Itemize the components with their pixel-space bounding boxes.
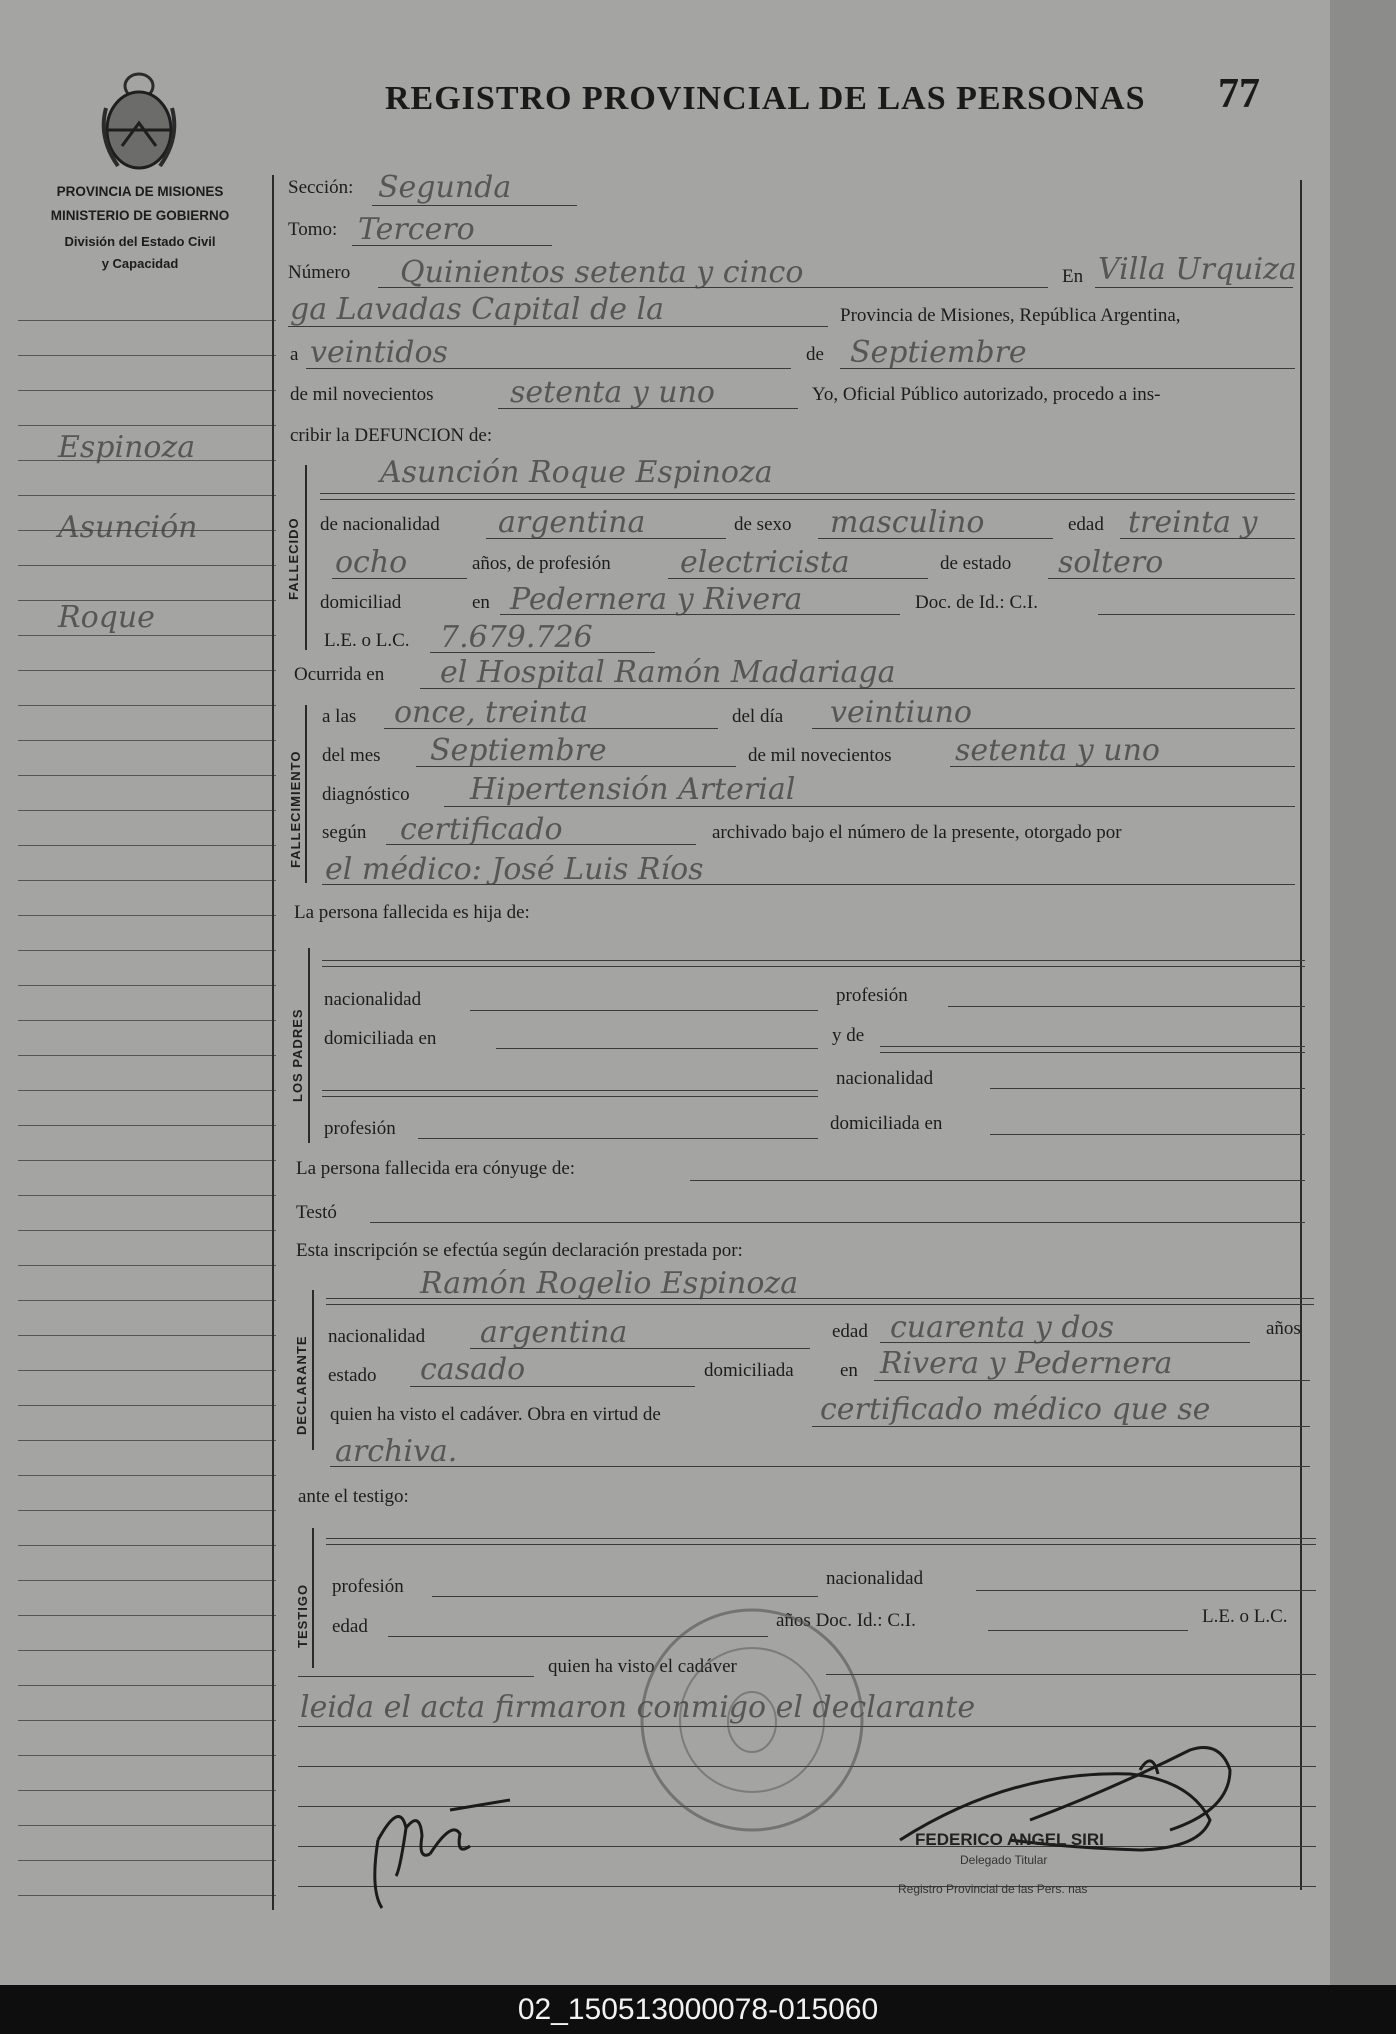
testigo-edad-label: edad <box>332 1616 368 1637</box>
page-title: REGISTRO PROVINCIAL DE LAS PERSONAS <box>385 80 1146 117</box>
madre-domiciliada-label: domiciliada en <box>830 1113 943 1134</box>
numero-label: Número <box>288 262 351 283</box>
inscripcion-label: Esta inscripción se efectúa según declaración prestada por: <box>296 1240 743 1261</box>
declarante-quien-label: quien ha visto el cadáver. Obra en virtud de <box>330 1404 661 1425</box>
edad-value: treinta y <box>1128 505 1258 540</box>
fallecido-bracket <box>305 465 307 650</box>
anio-muerte-value: setenta y uno <box>955 733 1160 768</box>
ministry-label: MINISTERIO DE GOBIERNO <box>50 208 230 223</box>
domicilio-value: Pedernera y Rivera <box>510 582 803 617</box>
mes-muerte-value: Septiembre <box>430 733 607 768</box>
en-label: En <box>1062 266 1084 287</box>
en-dom-label: en <box>472 592 490 613</box>
diagnostico-label: diagnóstico <box>322 784 410 805</box>
segun-label: según <box>322 822 367 843</box>
ocurrida-value: el Hospital Ramón Madariaga <box>440 655 896 690</box>
yo-oficial-label: Yo, Oficial Público autorizado, procedo a ins- <box>812 384 1161 405</box>
fallecimiento-label: FALLECIMIENTO <box>288 750 303 868</box>
archive-id: 02_150513000078-015060 <box>0 1985 1396 2034</box>
lugar-value: ga Lavadas Capital de la <box>290 292 664 327</box>
cribir-label: cribir la DEFUNCION de: <box>290 425 493 446</box>
de-mil2-label: de mil novecientos <box>748 745 892 766</box>
declarante-edad-label: edad <box>832 1321 868 1342</box>
declarante-label: DECLARANTE <box>294 1335 309 1435</box>
del-dia-label: del día <box>732 706 784 727</box>
dia-muerte-value: veintiuno <box>830 695 972 730</box>
page-edge <box>1330 0 1396 1985</box>
declarante-domicilio-value: Rivera y Pedernera <box>880 1346 1173 1381</box>
declarante-domiciliada-label: domiciliada <box>704 1360 794 1381</box>
padre-profesion-label: profesión <box>836 985 908 1006</box>
declarante-edad-value: cuarenta y dos <box>890 1310 1115 1345</box>
declarante-obra-value: certificado médico que se <box>820 1392 1211 1427</box>
nacionalidad-label: de nacionalidad <box>320 514 440 535</box>
declarant-signature <box>360 1780 520 1910</box>
margin-surname: Espinoza <box>58 430 196 465</box>
signature-role: Delegado Titular <box>960 1853 1048 1867</box>
a-las-label: a las <box>322 706 357 727</box>
testigo-anos-doc-label: años Doc. Id.: C.I. <box>776 1610 916 1631</box>
testo-label: Testó <box>296 1202 337 1223</box>
segun-value: certificado <box>400 812 563 847</box>
anio-value: setenta y uno <box>510 375 715 410</box>
diagnostico-value: Hipertensión Arterial <box>470 772 796 807</box>
madre-profesion-label: profesión <box>324 1118 396 1139</box>
domiciliado-label: domiciliad <box>320 592 402 613</box>
ante-testigo-label: ante el testigo: <box>298 1486 409 1507</box>
provincia-label: Provincia de Misiones, República Argentina, <box>840 305 1181 326</box>
le-label: L.E. o L.C. <box>324 630 410 651</box>
seccion-value: Segunda <box>378 170 512 205</box>
declarante-bracket <box>312 1290 314 1450</box>
margin-firstname: Asunción <box>58 510 198 545</box>
madre-yde-label: y de <box>832 1025 865 1046</box>
official-seal <box>636 1604 868 1836</box>
hija-de-label: La persona fallecida es hija de: <box>294 902 530 923</box>
declarante-nacionalidad-label: nacionalidad <box>328 1326 426 1347</box>
testigo-bracket <box>312 1528 314 1668</box>
estado-value: soltero <box>1058 545 1164 580</box>
profesion-label: años, de profesión <box>472 553 611 574</box>
acta-nota: leida el acta firmaron conmigo el declarante <box>300 1690 976 1725</box>
dia-value: veintidos <box>310 335 448 370</box>
testigo-nacionalidad-label: nacionalidad <box>826 1568 924 1589</box>
declarante-obra2-value: archiva. <box>335 1434 458 1469</box>
declarante-estado-value: casado <box>420 1352 526 1387</box>
sexo-label: de sexo <box>734 514 792 535</box>
doc-label: Doc. de Id.: C.I. <box>915 592 1038 613</box>
padre-domiciliada-label: domiciliada en <box>324 1028 437 1049</box>
conyuge-label: La persona fallecida era cónyuge de: <box>296 1158 576 1179</box>
padre-nacionalidad-label: nacionalidad <box>324 989 422 1010</box>
madre-nacionalidad-label: nacionalidad <box>836 1068 934 1089</box>
edad2-value: ocho <box>335 545 408 580</box>
padres-label: LOS PADRES <box>290 1008 305 1102</box>
signature-name: FEDERICO ANGEL SIRI <box>915 1830 1104 1849</box>
testigo-quien-label: quien ha visto el cadáver <box>548 1656 737 1677</box>
capacity-label: y Capacidad <box>101 256 179 271</box>
sexo-value: masculino <box>830 505 985 540</box>
fallecimiento-bracket <box>305 705 307 883</box>
testigo-le-label: L.E. o L.C. <box>1202 1606 1288 1627</box>
declarante-nacionalidad-value: argentina <box>480 1315 628 1350</box>
profesion-value: electricista <box>680 545 850 580</box>
fallecido-nombre: Asunción Roque Espinoza <box>380 455 773 490</box>
margin-middlename: Roque <box>58 600 155 635</box>
le-value: 7.679.726 <box>440 620 593 655</box>
fallecido-label: FALLECIDO <box>286 517 301 600</box>
province-label: PROVINCIA DE MISIONES <box>56 184 224 199</box>
declarante-nombre: Ramón Rogelio Espinoza <box>420 1266 799 1301</box>
signature-org: Registro Provincial de las Pers. nas <box>898 1882 1088 1896</box>
division-label: División del Estado Civil <box>64 234 216 249</box>
coat-of-arms-emblem <box>98 68 180 180</box>
declarante-estado-label: estado <box>328 1365 377 1386</box>
declarante-en-label: en <box>840 1360 858 1381</box>
medico-value: el médico: José Luis Ríos <box>325 852 704 887</box>
ocurrida-label: Ocurrida en <box>294 664 385 685</box>
hora-value: once, treinta <box>394 695 589 730</box>
page-number: 77 <box>1218 71 1260 117</box>
del-mes-label: del mes <box>322 745 381 766</box>
estado-label: de estado <box>940 553 1012 574</box>
de-label: de <box>806 344 824 365</box>
edad-label: edad <box>1068 514 1104 535</box>
padres-bracket <box>308 948 310 1143</box>
numero-value: Quinientos setenta y cinco <box>400 255 804 290</box>
mes-value: Septiembre <box>850 335 1027 370</box>
main-right-border <box>1300 180 1302 1890</box>
a-label: a <box>290 344 299 365</box>
tomo-label: Tomo: <box>288 219 338 240</box>
en-value: Villa Urquiza <box>1098 252 1297 287</box>
testigo-label: TESTIGO <box>295 1583 310 1648</box>
de-mil-label: de mil novecientos <box>290 384 434 405</box>
main-left-border <box>272 175 274 1910</box>
nacionalidad-value: argentina <box>498 505 646 540</box>
tomo-value: Tercero <box>358 212 475 247</box>
seccion-label: Sección: <box>288 177 354 198</box>
archivado-label: archivado bajo el número de la presente, otorgado por <box>712 822 1122 843</box>
declarante-anos-label: años <box>1266 1318 1301 1339</box>
testigo-profesion-label: profesión <box>332 1576 404 1597</box>
